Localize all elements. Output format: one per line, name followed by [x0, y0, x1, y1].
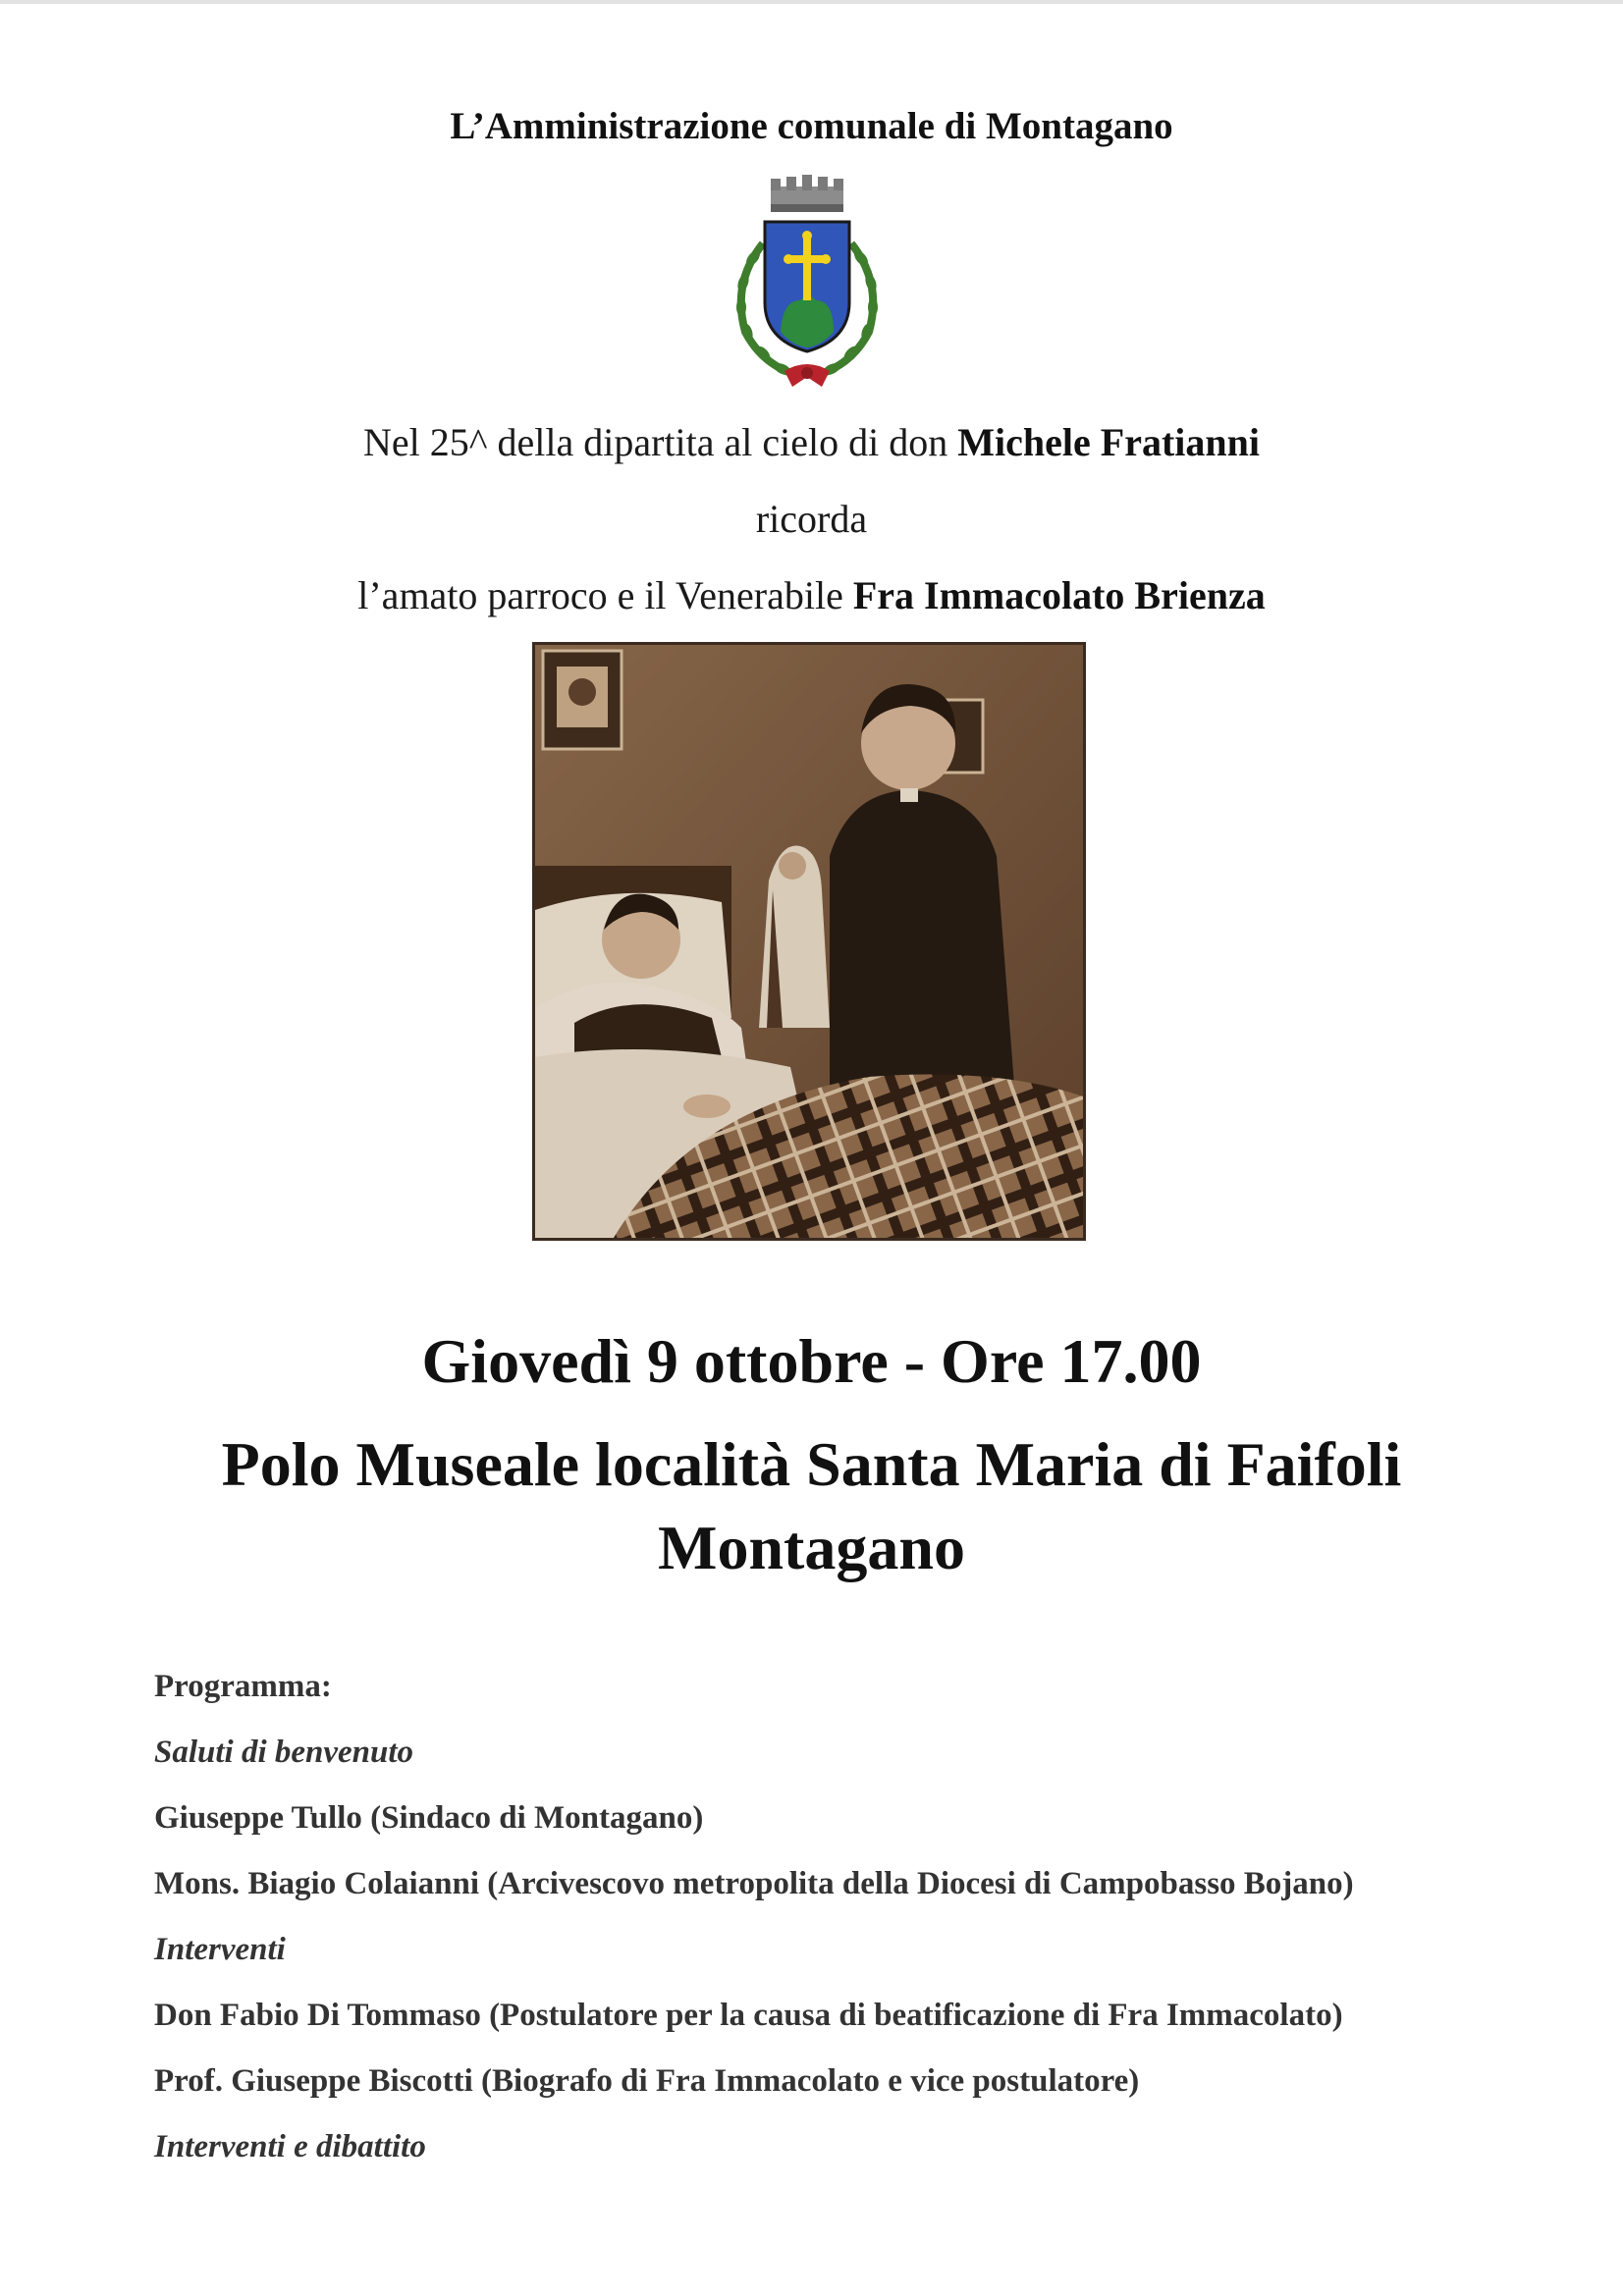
program-speaker-biographer: Prof. Giuseppe Biscotti (Biografo di Fra Immacolato e vice postulatore) — [154, 2063, 1140, 2099]
program-section-debate: Interventi e dibattito — [154, 2129, 426, 2164]
intro-name-brienza: Fra Immacolato Brienza — [852, 573, 1266, 617]
event-city: Montagano — [658, 1513, 965, 1582]
page-header: L’Amministrazione comunale di Montagano — [450, 105, 1173, 147]
sepia-photo-two-priests-icon — [532, 642, 1086, 1241]
municipal-coat-of-arms-icon — [724, 175, 891, 393]
intro-line-anniversary — [0, 419, 1623, 465]
top-divider — [0, 0, 1623, 4]
event-venue: Polo Museale località Santa Maria di Faifoli — [221, 1429, 1402, 1499]
program-speaker-postulator: Don Fabio Di Tommaso (Postulatore per la causa di beatificazione di Fra Immacolato) — [154, 1998, 1343, 2033]
program-section-welcome: Saluti di benvenuto — [154, 1735, 414, 1770]
intro-line-venerable — [0, 572, 1623, 618]
intro-anniversary-text: Nel 25^ della dipartita al cielo di don — [363, 420, 948, 464]
program-speaker-archbishop: Mons. Biagio Colaianni (Arcivescovo metropolita della Diocesi di Campobasso Bojano) — [154, 1866, 1354, 1901]
program-heading: Programma: — [154, 1669, 332, 1704]
program-speaker-mayor: Giuseppe Tullo (Sindaco di Montagano) — [154, 1800, 704, 1836]
program-section-talks: Interventi — [154, 1932, 286, 1967]
intro-line-remembers: ricorda — [755, 497, 868, 541]
program-list — [154, 1669, 1548, 2195]
event-date-time: Giovedì 9 ottobre - Ore 17.00 — [421, 1326, 1202, 1396]
intro-venerable-text: l’amato parroco e il Venerabile — [357, 573, 843, 617]
intro-name-fratianni: Michele Fratianni — [957, 420, 1260, 464]
